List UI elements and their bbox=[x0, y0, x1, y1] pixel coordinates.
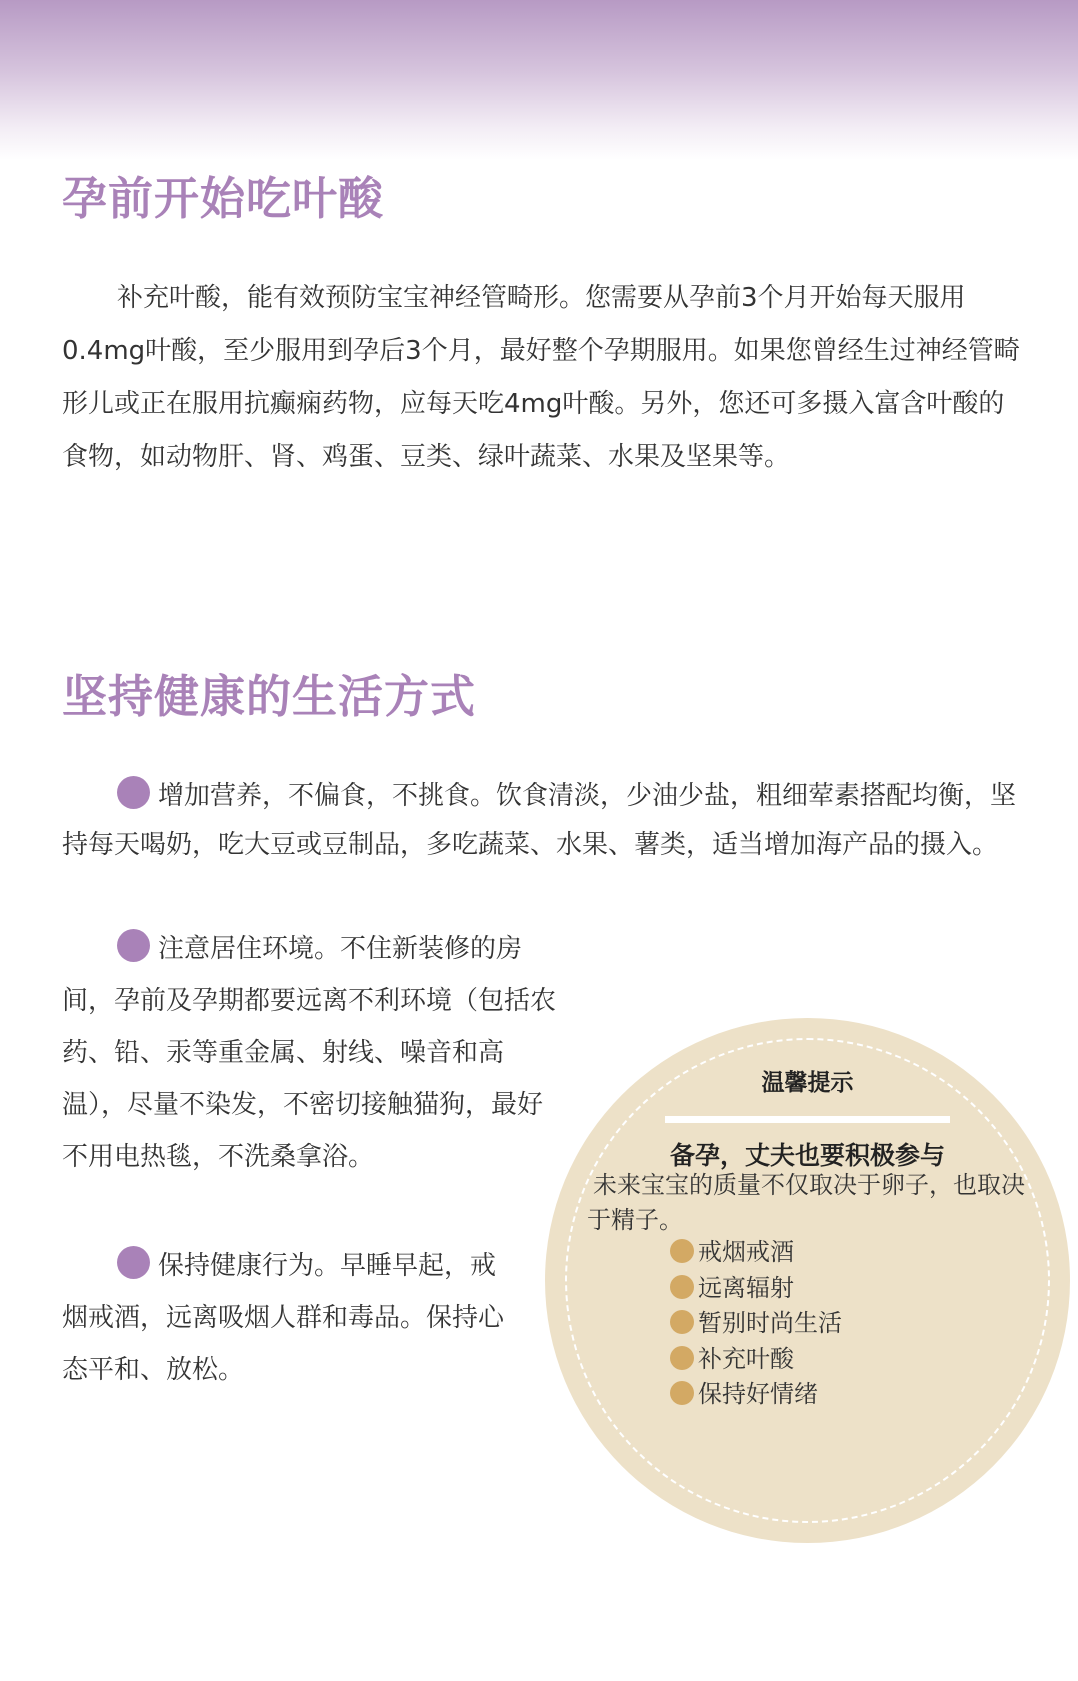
tip-circle bbox=[545, 1018, 1070, 1543]
section-title-healthy-lifestyle: 坚持健康的生活方式 bbox=[62, 670, 477, 723]
tip-item-text: 保持好情绪 bbox=[698, 1380, 818, 1408]
tip-list-item bbox=[670, 1271, 842, 1307]
dot-icon bbox=[670, 1310, 694, 1334]
bullet-text: 增加营养，不偏食，不挑食。饮食清淡，少油少盐，粗细荤素搭配均衡，坚持每天喝奶，吃大豆或豆制品，多吃蔬菜、水果、薯类，适当增加海产品的摄入。 bbox=[62, 781, 1017, 860]
lifestyle-bullet-behavior bbox=[62, 1240, 512, 1396]
dot-icon bbox=[670, 1381, 694, 1405]
tip-body: 未来宝宝的质量不仅取决于卵子，也取决于精子。 bbox=[587, 1171, 1025, 1234]
tip-title: 温馨提示 bbox=[761, 1070, 854, 1096]
tip-list-item bbox=[670, 1235, 842, 1271]
section-title-folic-acid: 孕前开始吃叶酸 bbox=[62, 172, 385, 225]
bullet-dot-icon bbox=[117, 776, 150, 809]
tip-list-item bbox=[670, 1377, 842, 1413]
tip-item-text: 戒烟戒酒 bbox=[698, 1238, 794, 1266]
tip-item-text: 补充叶酸 bbox=[698, 1344, 794, 1373]
tip-divider bbox=[665, 1116, 950, 1123]
bullet-dot-icon bbox=[117, 1246, 150, 1279]
tip-list-item bbox=[670, 1306, 842, 1342]
lifestyle-bullet-environment bbox=[62, 923, 562, 1183]
dot-icon bbox=[670, 1239, 694, 1263]
bullet-dot-icon bbox=[117, 929, 150, 962]
dot-icon bbox=[670, 1275, 694, 1299]
tip-list bbox=[670, 1235, 842, 1413]
tip-item-text: 远离辐射 bbox=[698, 1273, 794, 1302]
top-gradient-band bbox=[0, 0, 1078, 160]
tip-list-item bbox=[670, 1342, 842, 1378]
lifestyle-bullet-nutrition bbox=[62, 772, 1022, 870]
bullet-text: 保持健康行为。早睡早起，戒烟戒酒，远离吸烟人群和毒品。保持心态平和、放松。 bbox=[62, 1251, 505, 1385]
tip-subtitle: 备孕，丈夫也要积极参与 bbox=[669, 1141, 945, 1170]
folic-acid-paragraph: 补充叶酸，能有效预防宝宝神经管畸形。您需要从孕前3个月开始每天服用0.4mg叶酸，至少服用到孕后3个月，最好整个孕期服用。如果您曾经生过神经管畸形儿或正在服用抗癫痫药物，应每天吃4mg叶酸。另外，您还可多摄入富含叶酸的食物，如动物肝、肾、鸡蛋、豆类、绿叶蔬菜、水果及坚果等。 bbox=[62, 283, 1020, 472]
tip-item-text: 暂别时尚生活 bbox=[698, 1309, 842, 1337]
dot-icon bbox=[670, 1346, 694, 1370]
bullet-text: 注意居住环境。不住新装修的房间，孕前及孕期都要远离不利环境（包括农药、铅、汞等重金属、射线、噪音和高温），尽量不染发，不密切接触猫狗，最好不用电热毯，不洗桑拿浴。 bbox=[62, 934, 557, 1172]
